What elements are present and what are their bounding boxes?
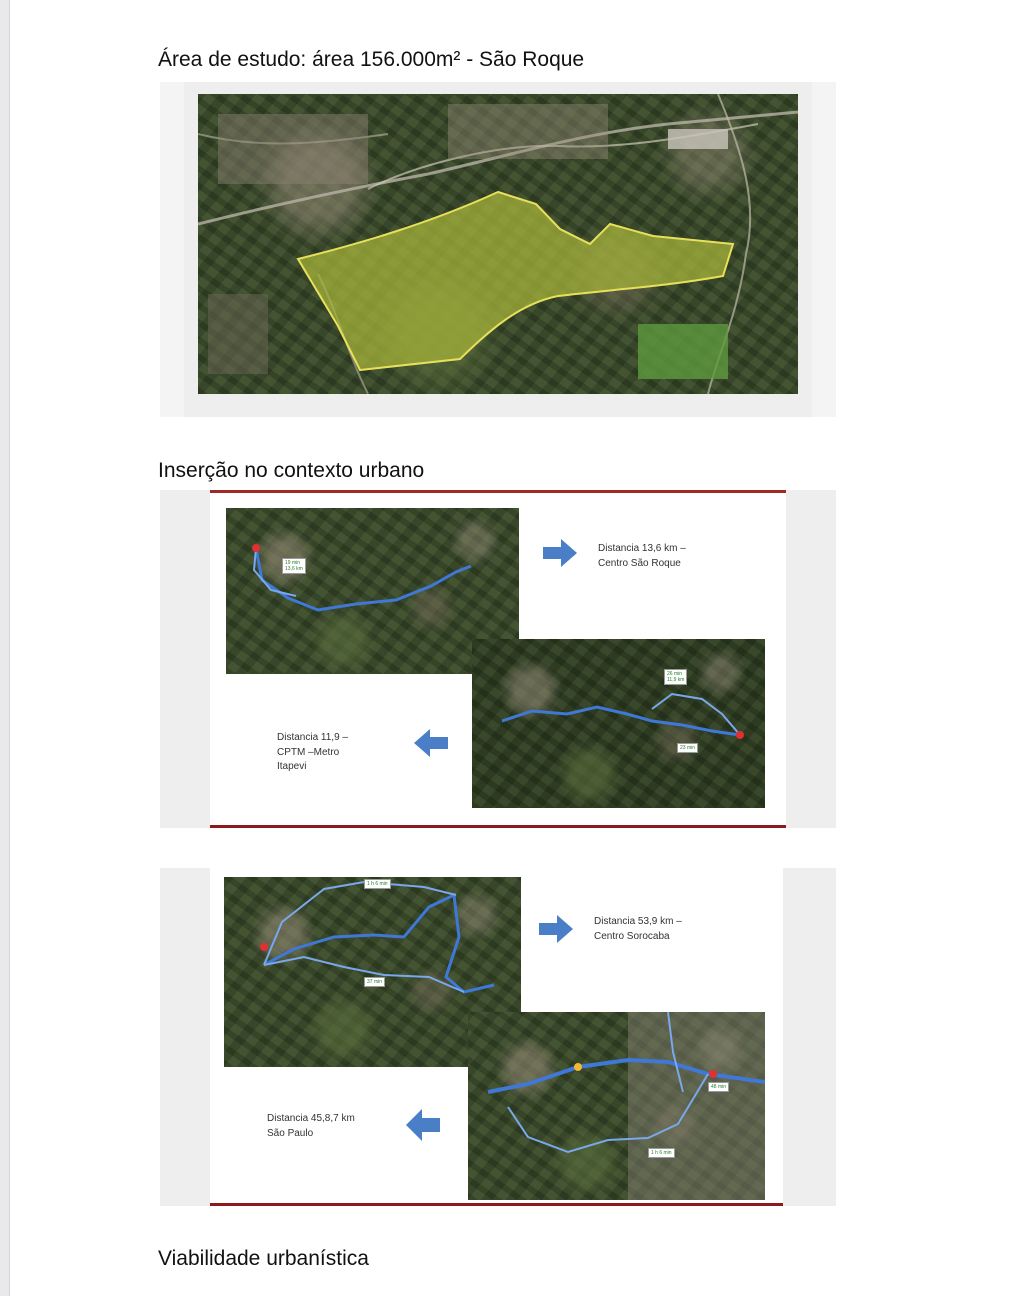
map-pin-icon [252,544,260,552]
route-map-itapevi: 26 min 11,9 km 23 min [472,639,765,808]
arrow-left-icon [414,727,450,759]
map-pin-icon [709,1070,717,1078]
distance-caption-itapevi [277,731,348,775]
route-map-sao-paulo: 48 min 1 h 6 min [468,1012,765,1200]
urban-context-slide-2-panel [160,868,836,1206]
caption-line: Centro São Roque [598,557,681,569]
arrow-right-icon [537,913,575,945]
distance-caption-sao-paulo [267,1112,355,1141]
map-pin-icon [260,943,268,951]
arrow-right-icon [541,537,579,569]
study-area-panel [160,82,836,417]
route-map-sao-roque: 19 min 13,6 km [226,508,519,674]
study-area-heading: Área de estudo: área 156.000m² - São Roque [158,48,585,71]
caption-line: Itapevi [277,761,307,772]
page-left-margin [0,0,10,1296]
study-area-satellite-image [198,94,798,394]
caption-line: São Paulo [267,1127,314,1139]
caption-line: Distancia 45,8,7 km [267,1113,355,1124]
urban-context-heading: Inserção no contexto urbano [158,459,425,482]
urban-context-slide-1 [210,490,786,828]
caption-line: Centro Sorocaba [594,930,670,942]
map-pin-icon [736,731,744,739]
viability-heading: Viabilidade urbanística [158,1247,369,1270]
distance-caption-sao-roque [598,542,686,571]
distance-caption-sorocaba [594,915,682,944]
map-pin-icon [574,1063,582,1071]
urban-context-slide-2 [210,868,783,1206]
route-map-sorocaba: 37 min 1 h 6 min [224,877,521,1067]
arrow-left-icon [406,1107,442,1143]
caption-line: Distancia 53,9 km – [594,916,682,927]
urban-context-slide-1-panel [160,490,836,828]
caption-line: CPTM –Metro [277,746,340,758]
caption-line: Distancia 11,9 – [277,732,348,743]
caption-line: Distancia 13,6 km – [598,543,686,554]
